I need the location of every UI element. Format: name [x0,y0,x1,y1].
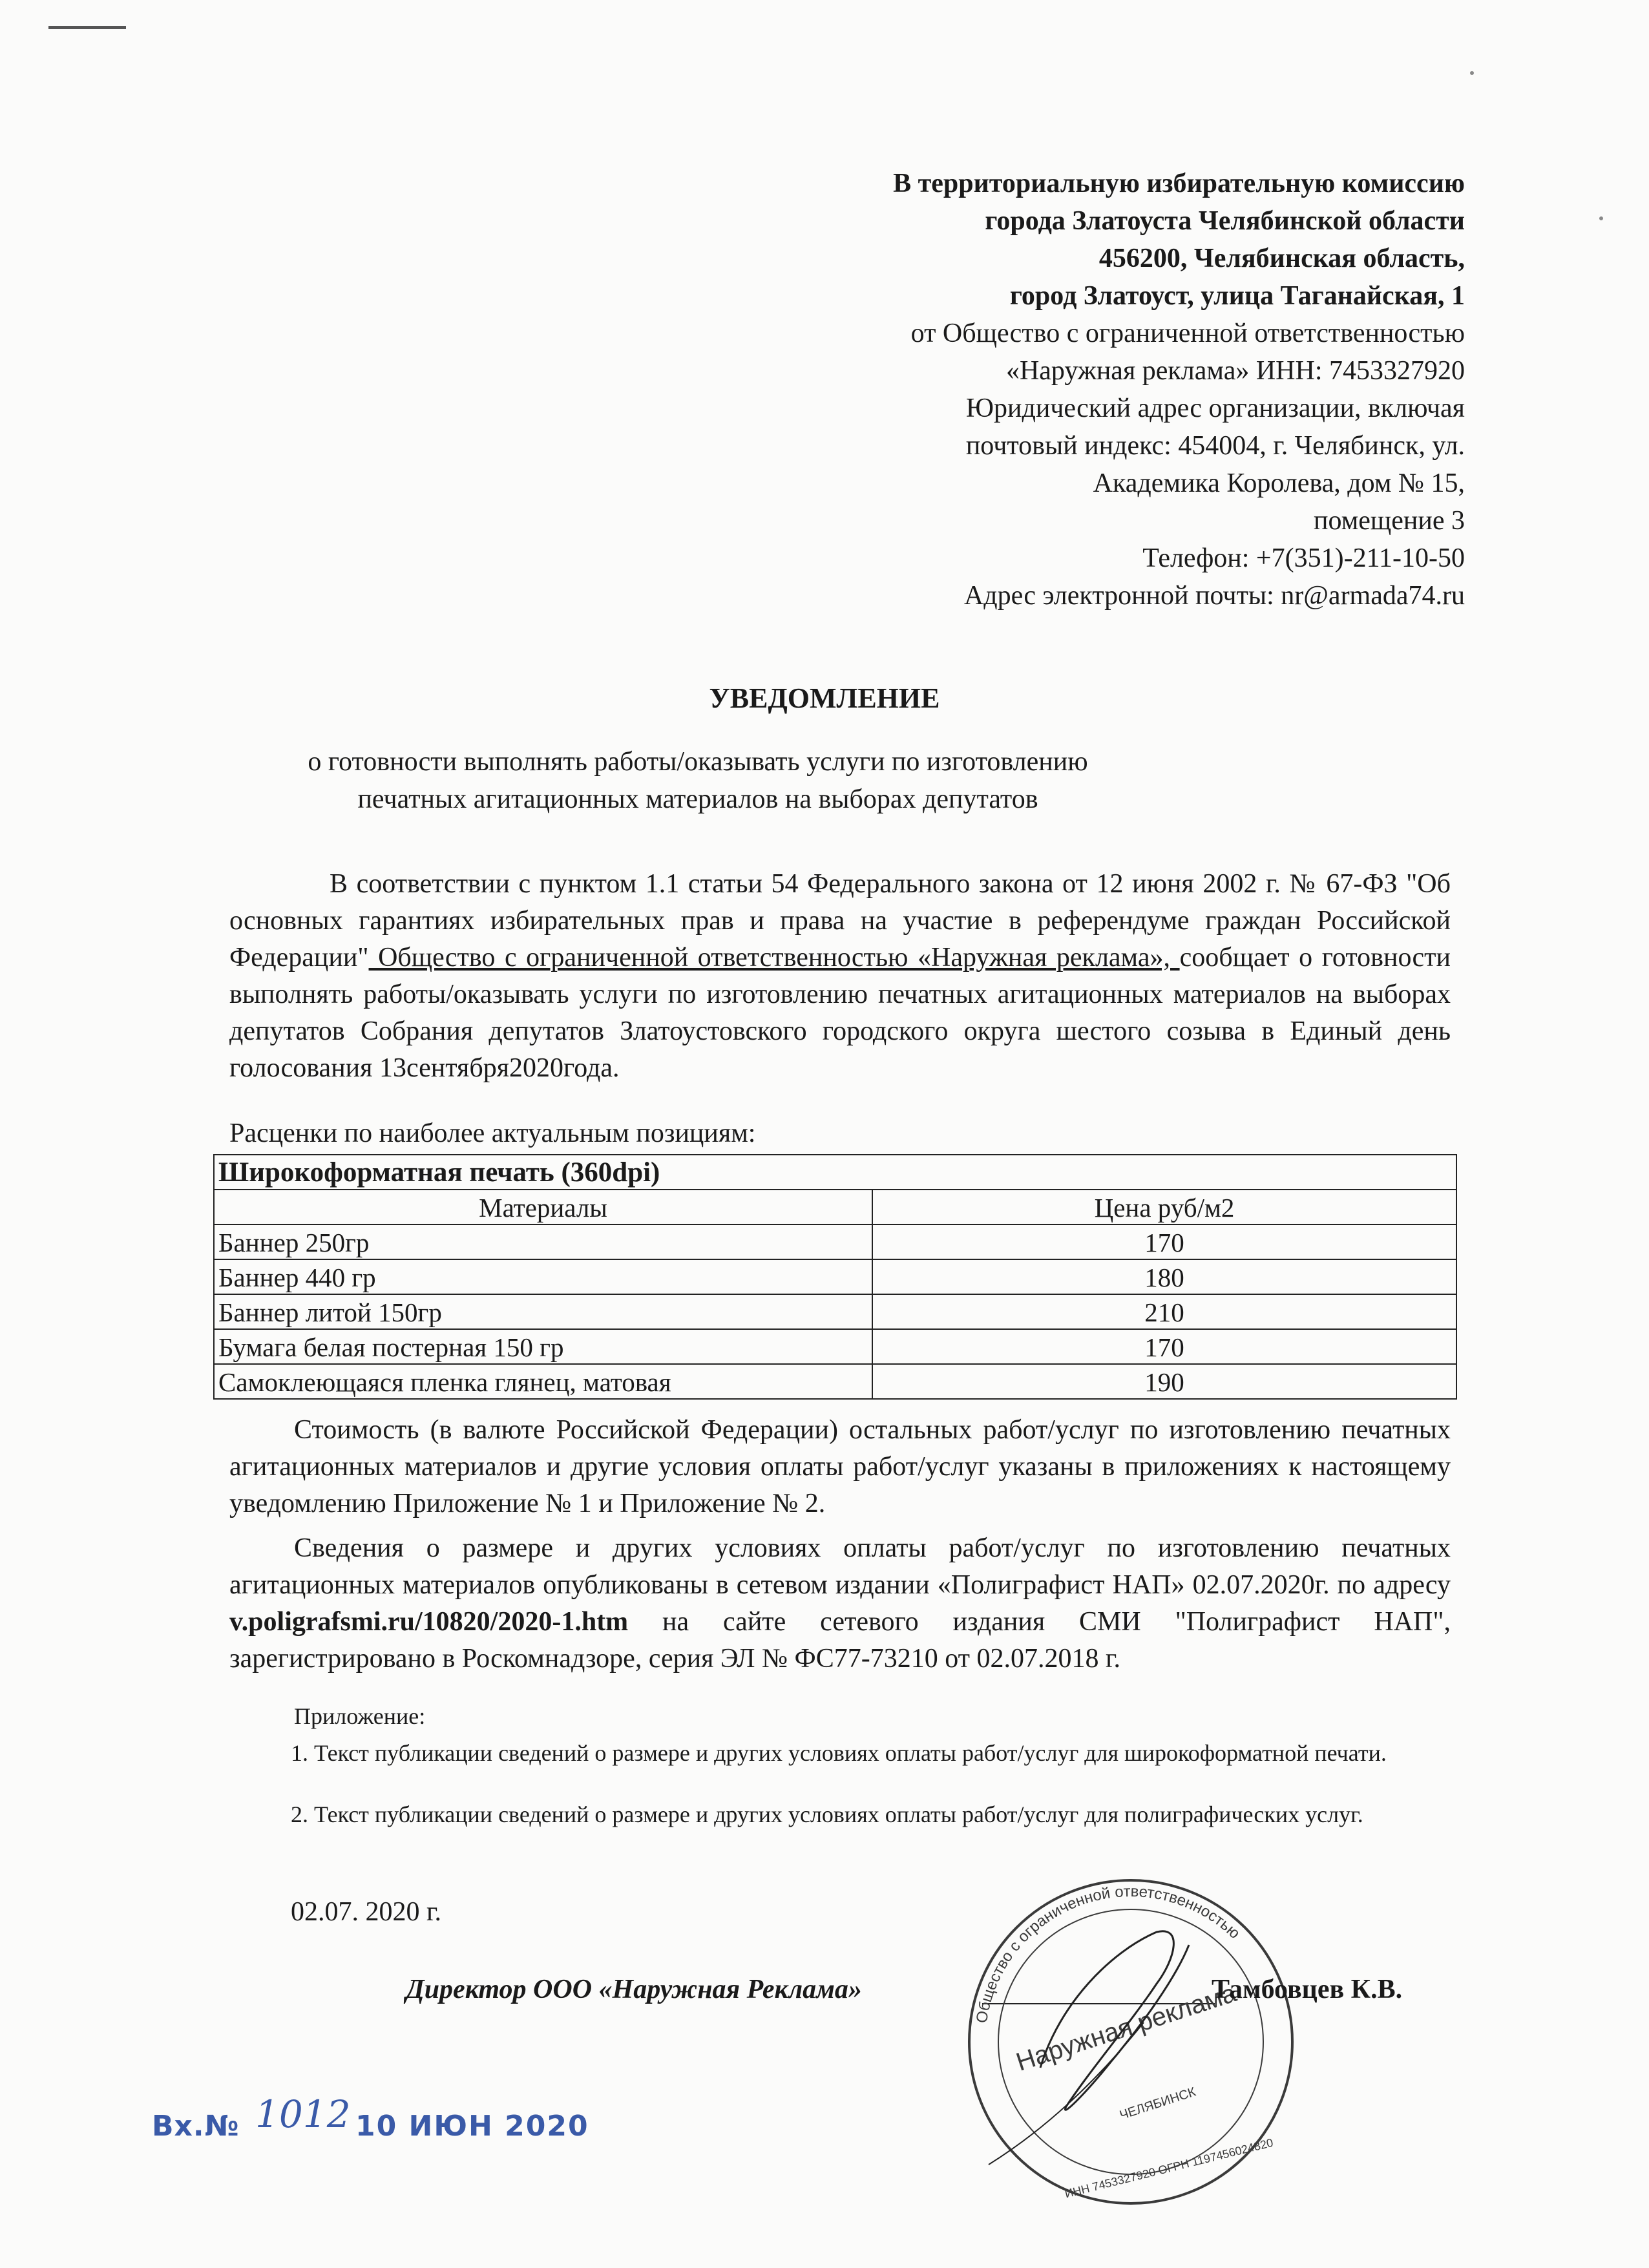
sender-line: Адрес электронной почты: nr@armada74.ru [963,581,1465,611]
material-cell: Баннер литой 150гр [214,1294,872,1329]
incoming-date: 10 ИЮН 2020 [355,2110,589,2143]
stamp-city-text: ЧЕЛЯБИНСК [1118,2084,1198,2123]
document-subtitle: о готовности выполнять работы/оказывать услуги по изготовлению печатных агитационных материалов на выборах депутатов [308,747,1088,814]
addressee-block [560,165,1465,614]
company-stamp [963,1874,1299,2210]
price-table [213,1154,1457,1400]
price-cell: 170 [872,1329,1456,1364]
table-row [214,1329,1456,1364]
document-date: 02.07. 2020 г. [291,1897,441,1927]
scan-speck [1470,71,1474,75]
price-cell: 180 [872,1259,1456,1294]
table-row [214,1259,1456,1294]
material-cell: Самоклеющаяся пленка глянец, матовая [214,1364,872,1399]
incoming-stamp-label: Вх.№ [152,2110,240,2143]
paragraph-text: на сайте сетевого издания СМИ "Полиграфист НАП", зарегистрировано в Роскомнадзоре, серия ЭЛ № ФС77-73210 от 02.07.2018 г. [229,1607,1451,1674]
document-title: УВЕДОМЛЕНИЕ [709,682,940,714]
table-section-title: Широкоформатная печать (360dpi) [214,1155,1456,1190]
addressee-line: В территориальную избирательную комиссию [893,169,1465,198]
table-header-row [214,1155,1456,1190]
column-header-price: Цена руб/м2 [872,1190,1456,1224]
sender-line: Юридический адрес организации, включая [965,394,1465,423]
appendix-item: 1. Текст публикации сведений о размере и других условиях оплаты работ/услуг для широкоформатной печати. [291,1740,1387,1766]
sender-line: Академика Королева, дом № 15, [1093,468,1465,498]
sender-line: Телефон: +7(351)-211-10-50 [1142,543,1465,573]
table-row [214,1224,1456,1259]
paragraph-legal-basis [229,866,1451,1087]
table-row [214,1294,1456,1329]
signer-title: Директор ООО «Наружная Реклама» [406,1975,862,2004]
column-header-material: Материалы [214,1190,872,1224]
sender-line: от Общество с ограниченной ответственностью [910,319,1465,348]
price-cell: 190 [872,1364,1456,1399]
prices-lead: Расценки по наиболее актуальным позициям: [229,1118,756,1148]
sender-line: помещение 3 [1314,506,1465,536]
addressee-line: 456200, Челябинская область, [1098,244,1465,273]
table-column-row [214,1190,1456,1224]
appendix-label: Приложение: [294,1703,426,1729]
appendix-item: 2. Текст публикации сведений о размере и других условиях оплаты работ/услуг для полиграфических услуг. [291,1801,1363,1827]
sender-line: «Наружная реклама» ИНН: 7453327920 [1005,356,1465,386]
paragraph-text: Сведения о размере и других условиях оплаты работ/услуг по изготовлению печатных агитационных материалов опубликованы в сетевом издании «Полиграфист НАП» 02.07.2020г. по адресу [229,1533,1451,1600]
table-row [214,1364,1456,1399]
sender-line: почтовый индекс: 454004, г. Челябинск, ул. [965,431,1465,461]
scan-mark [48,26,126,29]
paragraph-publication [229,1530,1451,1677]
addressee-line: город Златоуст, улица Таганайская, 1 [1009,281,1465,311]
signer-name: Тамбовцев К.В. [1212,1975,1403,2004]
material-cell: Баннер 440 гр [214,1259,872,1294]
paragraph-text: сообщает о готовности выполнять работы/оказывать услуги по изготовлению печатных агитационных материалов на выборах депутатов Собрания депутатов Златоустовского городского округа шестого созыва в Единый день голосования 13сентября2020года. [229,943,1451,1083]
price-cell: 210 [872,1294,1456,1329]
stamp-ring-text: Общество с ограниченной ответственностью [972,1882,1244,2024]
material-cell: Баннер 250гр [214,1224,872,1259]
incoming-number: 1012 [255,2092,351,2136]
material-cell: Бумага белая постерная 150 гр [214,1329,872,1364]
addressee-line: города Златоуста Челябинской области [985,206,1465,236]
paragraph-cost: Стоимость (в валюте Российской Федерации) остальных работ/услуг по изготовлению печатных агитационных материалов и другие условия оплаты работ/услуг указаны в приложениях к настоящему уведомлению Приложение № 1 и Приложение № 2. [229,1415,1451,1518]
company-name-underlined: Общество с ограниченной ответственностью «Наружная реклама», [368,943,1180,972]
scan-speck [1599,216,1603,220]
stamp-bottom-text: ИНН 7453327920 ОГРН 1197456024820 [1063,2136,1275,2201]
publication-url: v.poligrafsmi.ru/10820/2020-1.htm [229,1607,629,1637]
paragraph-text: В соответствии с пунктом 1.1 статьи 54 Федерального закона от 12 июня 2002 г. № 67-ФЗ "Об основных гарантиях избирательных прав и права на участие в референдуме граждан Российской Федерации" [229,869,1451,972]
price-cell: 170 [872,1224,1456,1259]
stamp-center-text: Наружная реклама [1013,1979,1240,2077]
